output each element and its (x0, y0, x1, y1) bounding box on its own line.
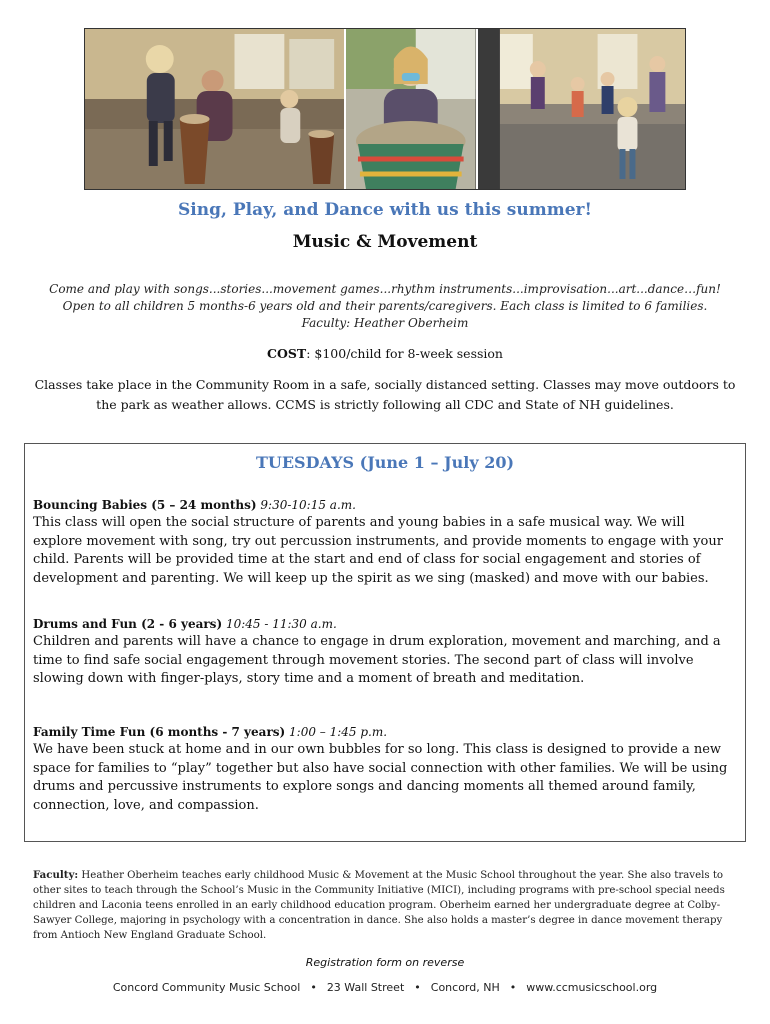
faculty-text: Heather Oberheim teaches early childhood Music & Movement at the Music School throughout the year. She also travels to other sites to teach through the School’s Music in the Community Initiative (MICI), including programs with pre-school special needs children and Laconia teens enrolled in an early childhood education program. Oberheim earned her undergraduate degree at Colby-Sawyer College, majoring in psychology with a concentration in dance. She also holds a master’s degree in dance movement therapy from Antioch New England Graduate School. (33, 870, 725, 941)
footer-website[interactable]: www.ccmusicschool.org (526, 981, 658, 994)
schedule-title: TUESDAYS (June 1 – July 20) (255, 453, 515, 472)
footer-address: 23 Wall Street (326, 981, 405, 994)
class-bouncing-babies (33, 497, 733, 588)
cost (0, 346, 770, 361)
photo-strip (84, 28, 686, 190)
class-time: 1:00 – 1:45 p.m. (289, 725, 388, 739)
footer-separator: • (414, 981, 421, 994)
class-drums-and-fun (33, 616, 733, 689)
cost-value: : $100/child for 8-week session (306, 346, 503, 361)
class-time: 10:45 - 11:30 a.m. (225, 617, 337, 631)
class-name: Bouncing Babies (5 – 24 months) (33, 498, 257, 512)
intro-faculty: Faculty: Heather Oberheim (301, 316, 469, 330)
headline: Sing, Play, and Dance with us this summer! (178, 200, 592, 220)
faculty-label: Faculty: (33, 869, 79, 881)
footer (0, 981, 770, 994)
footer-org: Concord Community Music School (112, 981, 301, 994)
class-family-time-fun (33, 724, 733, 815)
faculty-bio (33, 868, 739, 943)
intro-activities: Come and play with songs...stories...movement games...rhythm instruments...improvisation...art...dance…fun! (49, 282, 721, 296)
class-time: 9:30-10:15 a.m. (260, 498, 356, 512)
cost-label: COST (267, 346, 307, 361)
class-name: Family Time Fun (6 months - 7 years) (33, 725, 286, 739)
class-description: This class will open the social structure of parents and young babies in a safe musical way. We will explore movement with song, try out percussion instruments, and provide moments to engage with your child. Parents will be provided time at the start and end of class for social engagement and stories of development and parenting. We will keep up the spirit as we sing (masked) and move with our babies. (33, 515, 723, 586)
photo-children-dancing (476, 29, 685, 189)
class-description: We have been stuck at home and in our own bubbles for so long. This class is designed to provide a new space for families to “play” together but also have social connection with other families. We will be using drums and percussive instruments to explore songs and dancing moments all themed around family, connection, love, and compassion. (33, 742, 728, 813)
class-name: Drums and Fun (2 - 6 years) (33, 617, 223, 631)
class-description: Children and parents will have a chance to engage in drum exploration, movement and marching, and a time to find safe social engagement through movement stories. The second part of class will involve slowing down with finger-plays, story time and a moment of breath and meditation. (33, 634, 721, 686)
intro-eligibility: Open to all children 5 months-6 years old and their parents/caregivers. Each class is limited to 6 families. (62, 299, 708, 313)
schedule-box (24, 443, 746, 842)
registration-note: Registration form on reverse (305, 956, 465, 969)
photo-teacher-drum (344, 29, 476, 189)
intro (40, 281, 730, 332)
footer-separator: • (310, 981, 317, 994)
subhead: Music & Movement (292, 232, 478, 252)
footer-separator: • (509, 981, 517, 994)
photo-children-drumming (85, 29, 344, 189)
footer-city: Concord, NH (430, 981, 500, 994)
location-info: Classes take place in the Community Room in a safe, socially distanced setting. Classes may move outdoors to the park as weather allows. CCMS is strictly following all CDC and State of NH guidelines. (34, 377, 736, 412)
